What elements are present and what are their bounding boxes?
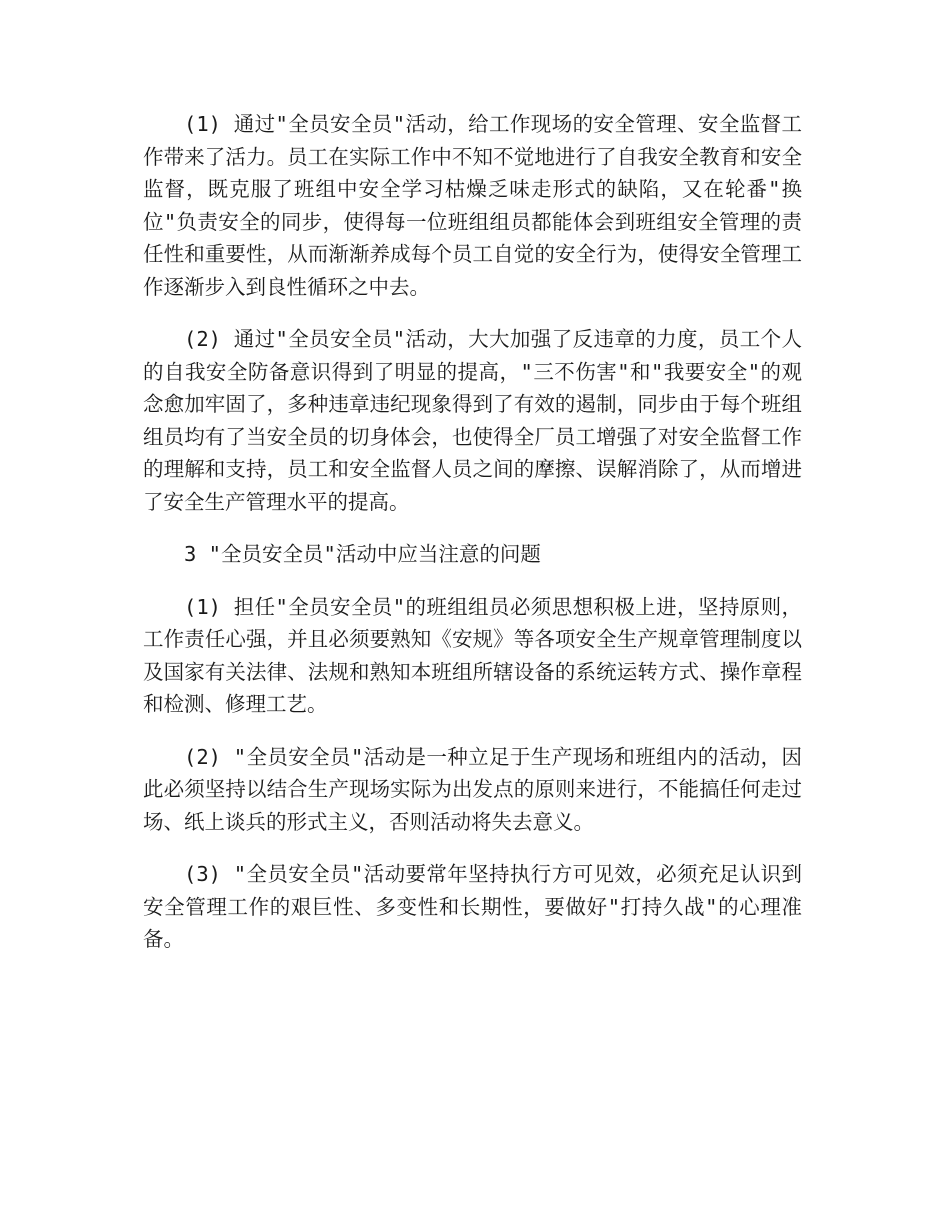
section-paragraph-1: (1) 担任"全员安全员"的班组组员必须思想积极上进，坚持原则，工作责任心强，并且必须要熟知《安规》等各项安全生产规章管理制度以及国家有关法律、法规和熟知本班组所辖设备的系统运转方式、操作章程和检测、修理工艺。 bbox=[143, 594, 802, 716]
section-paragraph-3: (3) "全员安全员"活动要常年坚持执行方可见效，必须充足认识到安全管理工作的艰巨性、多变性和长期性，要做好"打持久战"的心理准备。 bbox=[143, 862, 802, 951]
section-heading: 3 "全员安全员"活动中应当注意的问题 bbox=[184, 542, 541, 566]
section-paragraph-2: (2) "全员安全员"活动是一种立足于生产现场和班组内的活动，因此必须坚持以结合生产现场实际为出发点的原则来进行，不能搞任何走过场、纸上谈兵的形式主义，否则活动将失去意义。 bbox=[143, 744, 802, 834]
paragraph-2: (2) 通过"全员安全员"活动，大大加强了反违章的力度，员工个人的自我安全防备意识得到了明显的提高，"三不伤害"和"我要安全"的观念愈加牢固了，多种违章违纪现象得到了有效的遏制，同步由于每个班组组员均有了当安全员的切身体会，也使得全厂员工增强了对安全监督工作的理解和支持，员工和安全监督人员之间的摩擦、误解消除了，从而增进了安全生产管理水平的提高。 bbox=[143, 327, 802, 514]
paragraph-1: (1) 通过"全员安全员"活动，给工作现场的安全管理、安全监督工作带来了活力。员工在实际工作中不知不觉地进行了自我安全教育和安全监督，既克服了班组中安全学习枯燥乏味走形式的缺陷，又在轮番"换位"负责安全的同步，使得每一位班组组员都能体会到班组安全管理的责任性和重要性，从而渐渐养成每个员工自觉的安全行为，使得安全管理工作逐渐步入到良性循环之中去。 bbox=[143, 112, 802, 299]
